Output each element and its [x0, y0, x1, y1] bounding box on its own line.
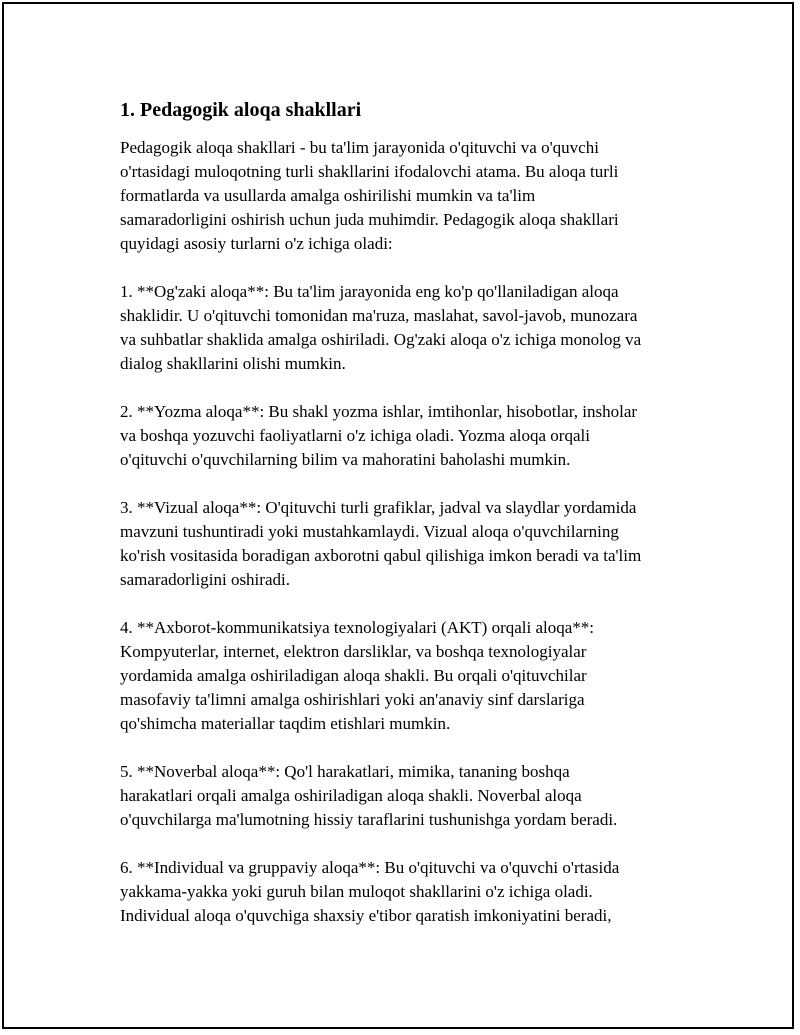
paragraph-oral-communication — [120, 280, 695, 376]
text-line: o'rtasidagi muloqotning turli shakllarini ifodalovchi atama. Bu aloqa turli — [120, 162, 619, 181]
text-line: samaradorligini oshiradi. — [120, 570, 290, 589]
section-heading: 1. Pedagogik aloqa shakllari — [120, 99, 362, 121]
text-line: dialog shakllarini olishi mumkin. — [120, 354, 346, 373]
paragraph-individual-group-communication — [120, 856, 695, 928]
paragraph-written-communication — [120, 400, 695, 472]
document-page — [2, 2, 794, 1029]
paragraph-nonverbal-communication — [120, 760, 695, 832]
paragraph-intro — [120, 136, 695, 256]
text-line: Individual aloqa o'quvchiga shaxsiy e'tibor qaratish imkoniyatini beradi, — [120, 906, 612, 925]
text-line: o'quvchilarga ma'lumotning hissiy taraflarini tushunishga yordam beradi. — [120, 810, 618, 829]
text-line: va suhbatlar shaklida amalga oshiriladi. Og'zaki aloqa o'z ichiga monolog va — [120, 330, 642, 349]
text-line: va boshqa yozuvchi faoliyatlarni o'z ichiga oladi. Yozma aloqa orqali — [120, 426, 590, 445]
text-line: yakkama-yakka yoki guruh bilan muloqot shakllarini o'z ichiga oladi. — [120, 882, 593, 901]
text-line: qo'shimcha materiallar taqdim etishlari mumkin. — [120, 714, 451, 733]
text-line: samaradorligini oshirish uchun juda muhimdir. Pedagogik aloqa shakllari — [120, 210, 619, 229]
text-line: 5. **Noverbal aloqa**: Qo'l harakatlari, mimika, tananing boshqa — [120, 762, 570, 781]
text-line: formatlarda va usullarda amalga oshirilishi mumkin va ta'lim — [120, 186, 536, 205]
text-line: shaklidir. U o'qituvchi tomonidan ma'ruza, maslahat, savol-javob, munozara — [120, 306, 638, 325]
text-line: masofaviy ta'limni amalga oshirishlari yoki an'anaviy sinf darslariga — [120, 690, 585, 709]
text-line: Kompyuterlar, internet, elektron darsliklar, va boshqa texnologiyalar — [120, 642, 587, 661]
text-line: quyidagi asosiy turlarni o'z ichiga oladi: — [120, 234, 393, 253]
text-line: harakatlari orqali amalga oshiriladigan aloqa shakli. Noverbal aloqa — [120, 786, 582, 805]
text-line: o'qituvchi o'quvchilarning bilim va mahoratini baholashi mumkin. — [120, 450, 571, 469]
text-line: 1. **Og'zaki aloqa**: Bu ta'lim jarayonida eng ko'p qo'llaniladigan aloqa — [120, 282, 619, 301]
text-line: 4. **Axborot-kommunikatsiya texnologiyalari (AKT) orqali aloqa**: — [120, 618, 595, 637]
text-line: yordamida amalga oshiriladigan aloqa shakli. Bu orqali o'qituvchilar — [120, 666, 587, 685]
text-line: ko'rish vositasida boradigan axborotni qabul qilishiga imkon beradi va ta'lim — [120, 546, 642, 565]
text-line: 2. **Yozma aloqa**: Bu shakl yozma ishlar, imtihonlar, hisobotlar, insholar — [120, 402, 638, 421]
paragraph-ict-communication — [120, 616, 695, 736]
paragraph-visual-communication — [120, 496, 695, 592]
text-line: mavzuni tushuntiradi yoki mustahkamlaydi. Vizual aloqa o'quvchilarning — [120, 522, 619, 541]
text-line: Pedagogik aloqa shakllari - bu ta'lim jarayonida o'qituvchi va o'quvchi — [120, 138, 599, 157]
document-content — [120, 98, 695, 952]
text-line: 6. **Individual va gruppaviy aloqa**: Bu o'qituvchi va o'quvchi o'rtasida — [120, 858, 620, 877]
text-line: 3. **Vizual aloqa**: O'qituvchi turli grafiklar, jadval va slaydlar yordamida — [120, 498, 637, 517]
